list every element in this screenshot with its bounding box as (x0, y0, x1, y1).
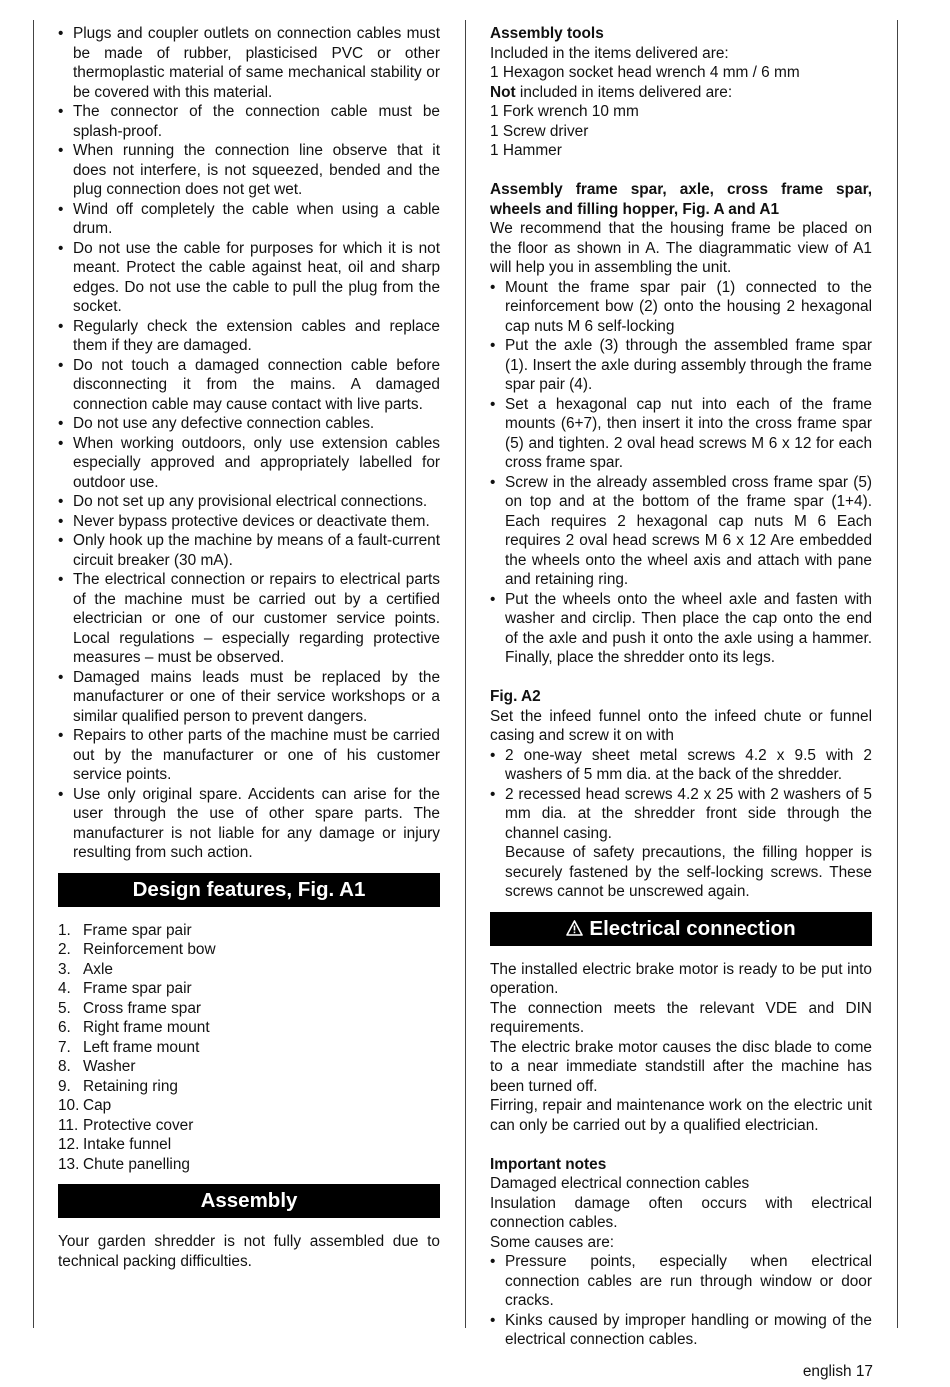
design-feature-item (58, 1077, 440, 1097)
assembly-step-item: • Screw in the already assembled cross frame spar (5) on top and at the bottom of the frame spar (1+4). Each requires 2 hexagonal cap nuts M 6 Each requires 2 oval head screws M 6 x 12 Are embedded the wheels onto the wheel axis and attach with pane and retaining ring. (490, 473, 872, 590)
right-margin-rule (897, 20, 898, 1328)
electrical-connection-heading: Electrical connection (490, 912, 872, 946)
electrical-connection-text (490, 960, 872, 1136)
fig-a2-note: Because of safety precautions, the filling hopper is securely fastened by the self-locking screws. These screws cannot be unscrewed again. (505, 844, 872, 900)
design-feature-label: Axle (83, 960, 113, 978)
safety-bullet-item: • Plugs and coupler outlets on connection cables must be made of rubber, plasticised PVC or other thermoplastic material of same mechanical stability or be covered with this material. (58, 24, 440, 102)
left-margin-rule (33, 20, 34, 1328)
design-feature-number: 7. (58, 1038, 71, 1056)
design-feature-number: 4. (58, 980, 71, 997)
safety-bullet-item: • Do not use any defective connection cables. (58, 414, 440, 434)
design-feature-label: Intake funnel (83, 1136, 172, 1153)
safety-bullet-item: • Do not touch a damaged connection cable before disconnecting it from the mains. A damaged connection cable may cause contact with live parts. (58, 356, 440, 415)
design-feature-item (58, 1116, 440, 1136)
fig-a2-heading: Fig. A2 (490, 688, 541, 705)
damaged-cables-subheading: Damaged electrical connection cables (490, 1175, 750, 1192)
design-feature-item (58, 1018, 440, 1038)
design-feature-number: 10. (58, 1097, 80, 1114)
design-feature-item (58, 999, 440, 1019)
design-feature-label: Chute panelling (83, 1155, 190, 1173)
safety-bullet-item: • Damaged mains leads must be replaced by the manufacturer or one of their service workshops or a similar qualified person to prevent dangers. (58, 668, 440, 727)
design-features-heading: Design features, Fig. A1 (58, 873, 440, 907)
design-feature-number: 5. (58, 999, 71, 1017)
safety-bullet-item: • The connector of the connection cable must be splash-proof. (58, 102, 440, 141)
assembly-heading: Assembly (58, 1184, 440, 1218)
page-footer: english 17 (802, 1363, 873, 1380)
safety-bullet-item: • Use only original spare. Accidents can arise for the user through the use of other spare parts. The manufacturer is not liable for any damage or injury resulting from such action. (58, 785, 440, 863)
fig-a2-intro: Set the infeed funnel onto the infeed chute or funnel casing and screw it on with (490, 707, 872, 744)
safety-bullet-item: • Do not set up any provisional electrical connections. (58, 492, 440, 512)
tools-included-line: Included in the items delivered are: (490, 44, 729, 62)
fig-a2-screw-item: • 2 one-way sheet metal screws 4.2 x 9.5 with 2 washers of 5 mm dia. at the back of the shredder. (490, 746, 872, 785)
design-feature-label: Washer (83, 1058, 136, 1075)
design-feature-number: 9. (58, 1077, 71, 1095)
assembly-text: Your garden shredder is not fully assembled due to technical packing difficulties. (58, 1233, 440, 1270)
design-feature-number: 3. (58, 960, 71, 978)
safety-bullet-item: • When running the connection line observe that it does not interfere, is not squeezed, bended and the plug connection does not get wet. (58, 141, 440, 200)
design-feature-number: 8. (58, 1058, 71, 1075)
safety-bullet-item: • Repairs to other parts of the machine must be carried out by the manufacturer or one of his customer service points. (58, 726, 440, 785)
design-feature-label: Cap (83, 1097, 112, 1114)
design-feature-item (58, 960, 440, 980)
fig-a2-screw-list (490, 746, 872, 844)
assembly-frame-intro: We recommend that the housing frame be placed on the floor as shown in A. The diagrammatic view of A1 will help you in assembling the unit. (490, 220, 872, 276)
safety-bullet-item: • When working outdoors, only use extension cables especially approved and appropriately labelled for outdoor use. (58, 434, 440, 493)
tools-wrench-line: 1 Hexagon socket head wrench 4 mm / 6 mm (490, 64, 800, 81)
electrical-paragraph: The electric brake motor causes the disc blade to come to a near immediate standstill after the machine has been turned off. (490, 1038, 872, 1095)
design-features-list (58, 921, 440, 1175)
design-feature-item (58, 1096, 440, 1116)
design-feature-label: Retaining ring (83, 1077, 178, 1095)
warning-triangle-icon (566, 920, 583, 936)
assembly-steps-list (490, 278, 872, 668)
design-feature-item (58, 1057, 440, 1077)
safety-bullet-item: • Only hook up the machine by means of a fault-current circuit breaker (30 mA). (58, 531, 440, 570)
assembly-step-item: • Put the wheels onto the wheel axle and fasten with washer and circlip. Then place the cap onto the end of the axle and push it onto the axle using a hammer. Finally, place the shredder onto its legs. (490, 590, 872, 668)
fig-a2-screw-item: • 2 recessed head screws 4.2 x 25 with 2 washers of 5 mm dia. at the shredder front side through the channel casing. (490, 785, 872, 844)
safety-bullet-item: • The electrical connection or repairs to electrical parts of the machine must be carried out by a certified electrician or one of our customer service points. Local regulations – especially regarding protective measures – must be observed. (58, 570, 440, 668)
tools-screwdriver-line: 1 Screw driver (490, 122, 589, 140)
safety-bullet-list (58, 24, 440, 863)
safety-bullet-item: • Wind off completely the cable when using a cable drum. (58, 200, 440, 239)
not-included-rest: included in items delivered are: (515, 83, 733, 101)
important-notes-heading: Important notes (490, 1155, 607, 1173)
left-column (58, 24, 440, 1271)
design-feature-item (58, 1155, 440, 1175)
tools-not-included-line (490, 83, 872, 103)
safety-bullet-item: • Do not use the cable for purposes for which it is not meant. Protect the cable against heat, oil and sharp edges. Do not use the cable to pull the plug from the socket. (58, 239, 440, 317)
right-column (490, 24, 872, 1350)
safety-bullet-item: • Never bypass protective devices or deactivate them. (58, 512, 440, 532)
design-feature-number: 11. (58, 1116, 79, 1134)
design-feature-label: Cross frame spar (83, 999, 202, 1017)
design-feature-number: 12. (58, 1136, 80, 1153)
column-divider-rule (465, 20, 466, 1328)
damage-causes-list (490, 1252, 872, 1350)
not-emphasis: Not (490, 83, 516, 101)
design-feature-label: Reinforcement bow (83, 941, 216, 958)
design-feature-label: Protective cover (83, 1116, 194, 1134)
tools-hammer-line: 1 Hammer (490, 142, 562, 159)
design-feature-number: 6. (58, 1019, 71, 1036)
assembly-step-item: • Set a hexagonal cap nut into each of the frame mounts (6+7), then insert it into the cross frame spar (5) and tighten. 2 oval head screws M 6 x 12 for each cross frame spar. (490, 395, 872, 473)
insulation-damage-text: Insulation damage often occurs with electrical connection cables. (490, 1194, 872, 1231)
design-feature-item (58, 921, 440, 941)
assembly-frame-heading: Assembly frame spar, axle, cross frame spar, wheels and filling hopper, Fig. A and A1 (490, 181, 872, 218)
design-feature-number: 1. (58, 921, 71, 939)
electrical-paragraph: Firring, repair and maintenance work on the electric unit can only be carried out by a qualified electrician. (490, 1097, 872, 1134)
design-feature-label: Frame spar pair (83, 980, 192, 997)
design-feature-item (58, 1135, 440, 1155)
design-feature-label: Right frame mount (83, 1019, 210, 1036)
design-feature-item (58, 1038, 440, 1058)
assembly-tools-heading: Assembly tools (490, 25, 604, 42)
design-feature-item (58, 940, 440, 960)
damage-cause-item: • Kinks caused by improper handling or mowing of the electrical connection cables. (490, 1311, 872, 1350)
some-causes-text: Some causes are: (490, 1233, 615, 1251)
assembly-step-item: • Put the axle (3) through the assembled frame spar (1). Insert the axle during assembly through the frame spar pair (4). (490, 336, 872, 395)
electrical-paragraph: The installed electric brake motor is ready to be put into operation. (490, 960, 872, 997)
safety-bullet-item: • Regularly check the extension cables and replace them if they are damaged. (58, 317, 440, 356)
design-feature-number: 2. (58, 941, 71, 958)
assembly-step-item: • Mount the frame spar pair (1) connected to the reinforcement bow (2) onto the housing 2 hexagonal cap nuts M 6 self-locking (490, 278, 872, 337)
tools-fork-line: 1 Fork wrench 10 mm (490, 103, 639, 120)
design-feature-number: 13. (58, 1155, 80, 1173)
damage-cause-item: • Pressure points, especially when electrical connection cables are run through window or door cracks. (490, 1252, 872, 1311)
design-feature-label: Left frame mount (83, 1038, 200, 1056)
electrical-paragraph: The connection meets the relevant VDE and DIN requirements. (490, 999, 872, 1036)
design-feature-item (58, 979, 440, 999)
design-feature-label: Frame spar pair (83, 921, 192, 939)
